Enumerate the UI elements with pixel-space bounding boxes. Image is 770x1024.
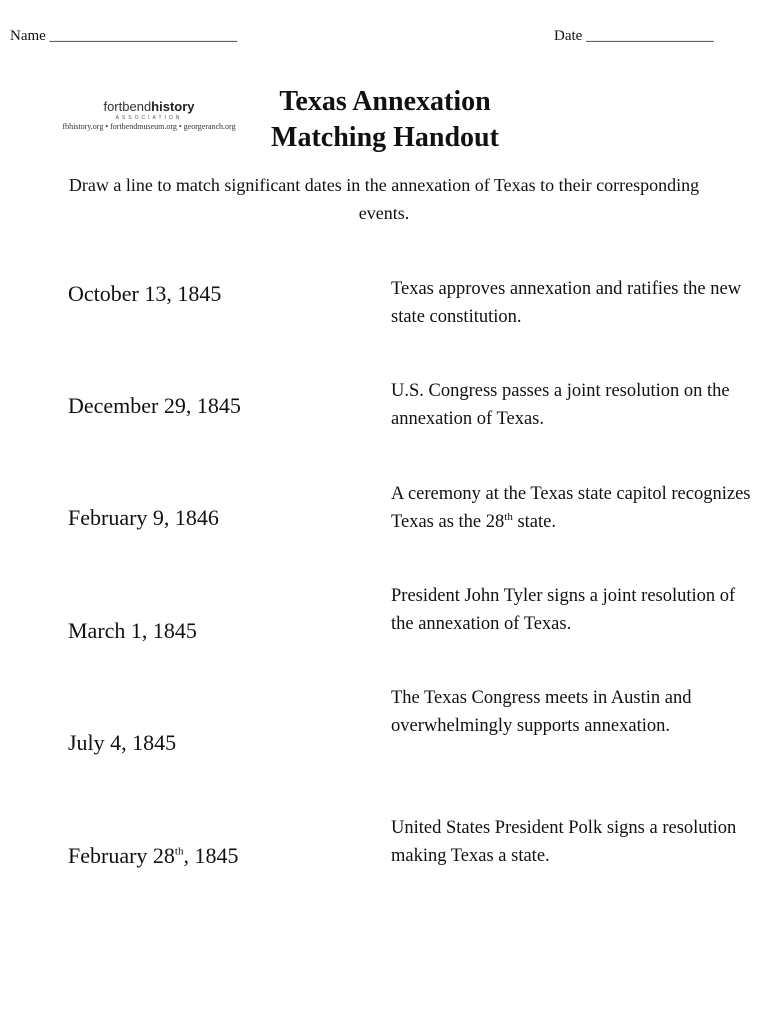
event-text: Texas approves annexation and ratifies the new state constitution.	[391, 279, 742, 327]
event-item[interactable]	[391, 275, 751, 331]
date-label: Date	[554, 28, 583, 44]
event-item[interactable]	[391, 377, 751, 433]
event-item[interactable]	[391, 814, 751, 870]
event-item[interactable]	[391, 684, 751, 740]
date-text: February 28	[68, 843, 175, 868]
date-field[interactable]	[554, 28, 714, 45]
fortbend-history-logo	[46, 100, 252, 132]
date-text: February 9, 1846	[68, 505, 219, 530]
event-text-end: state.	[512, 512, 556, 532]
event-text: A ceremony at the Texas state capitol recognizes Texas as the 28	[391, 484, 751, 532]
date-item[interactable]	[68, 392, 241, 420]
event-item[interactable]	[391, 480, 751, 536]
page-title	[250, 84, 520, 156]
date-item[interactable]	[68, 729, 176, 757]
name-label: Name	[10, 28, 46, 44]
name-field[interactable]	[10, 28, 237, 45]
date-suffix: th	[174, 845, 184, 858]
logo-name-bold: history	[151, 99, 195, 114]
event-text: U.S. Congress passes a joint resolution on the annexation of Texas.	[391, 381, 730, 429]
logo-urls: fbhistory.org • fortbendmuseum.org • georgeranch.org	[62, 122, 236, 131]
date-text: March 1, 1845	[68, 618, 197, 643]
title-line-2: Matching Handout	[271, 122, 499, 153]
date-blank[interactable]: _________________	[586, 28, 714, 44]
logo-tagline: ASSOCIATION	[115, 115, 183, 121]
name-blank[interactable]: _________________________	[49, 28, 238, 44]
event-text: The Texas Congress meets in Austin and overwhelmingly supports annexation.	[391, 688, 692, 736]
event-text: United States President Polk signs a resolution making Texas a state.	[391, 818, 737, 866]
logo-wordmark	[46, 100, 252, 114]
date-item[interactable]	[68, 842, 238, 870]
date-text: July 4, 1845	[68, 730, 177, 755]
event-text: President John Tyler signs a joint resolution of the annexation of Texas.	[391, 586, 736, 634]
date-text-end: , 1845	[183, 843, 239, 868]
date-item[interactable]	[68, 504, 219, 532]
date-item[interactable]	[68, 280, 221, 308]
date-item[interactable]	[68, 617, 197, 645]
date-text: October 13, 1845	[68, 281, 222, 306]
event-suffix: th	[504, 510, 513, 523]
date-text: December 29, 1845	[68, 393, 241, 418]
title-line-1: Texas Annexation	[279, 86, 491, 117]
instructions: Draw a line to match significant dates in the annexation of Texas to their corresponding events.	[68, 175, 700, 223]
event-item[interactable]	[391, 582, 751, 638]
logo-name-light: fortbend	[103, 99, 152, 114]
